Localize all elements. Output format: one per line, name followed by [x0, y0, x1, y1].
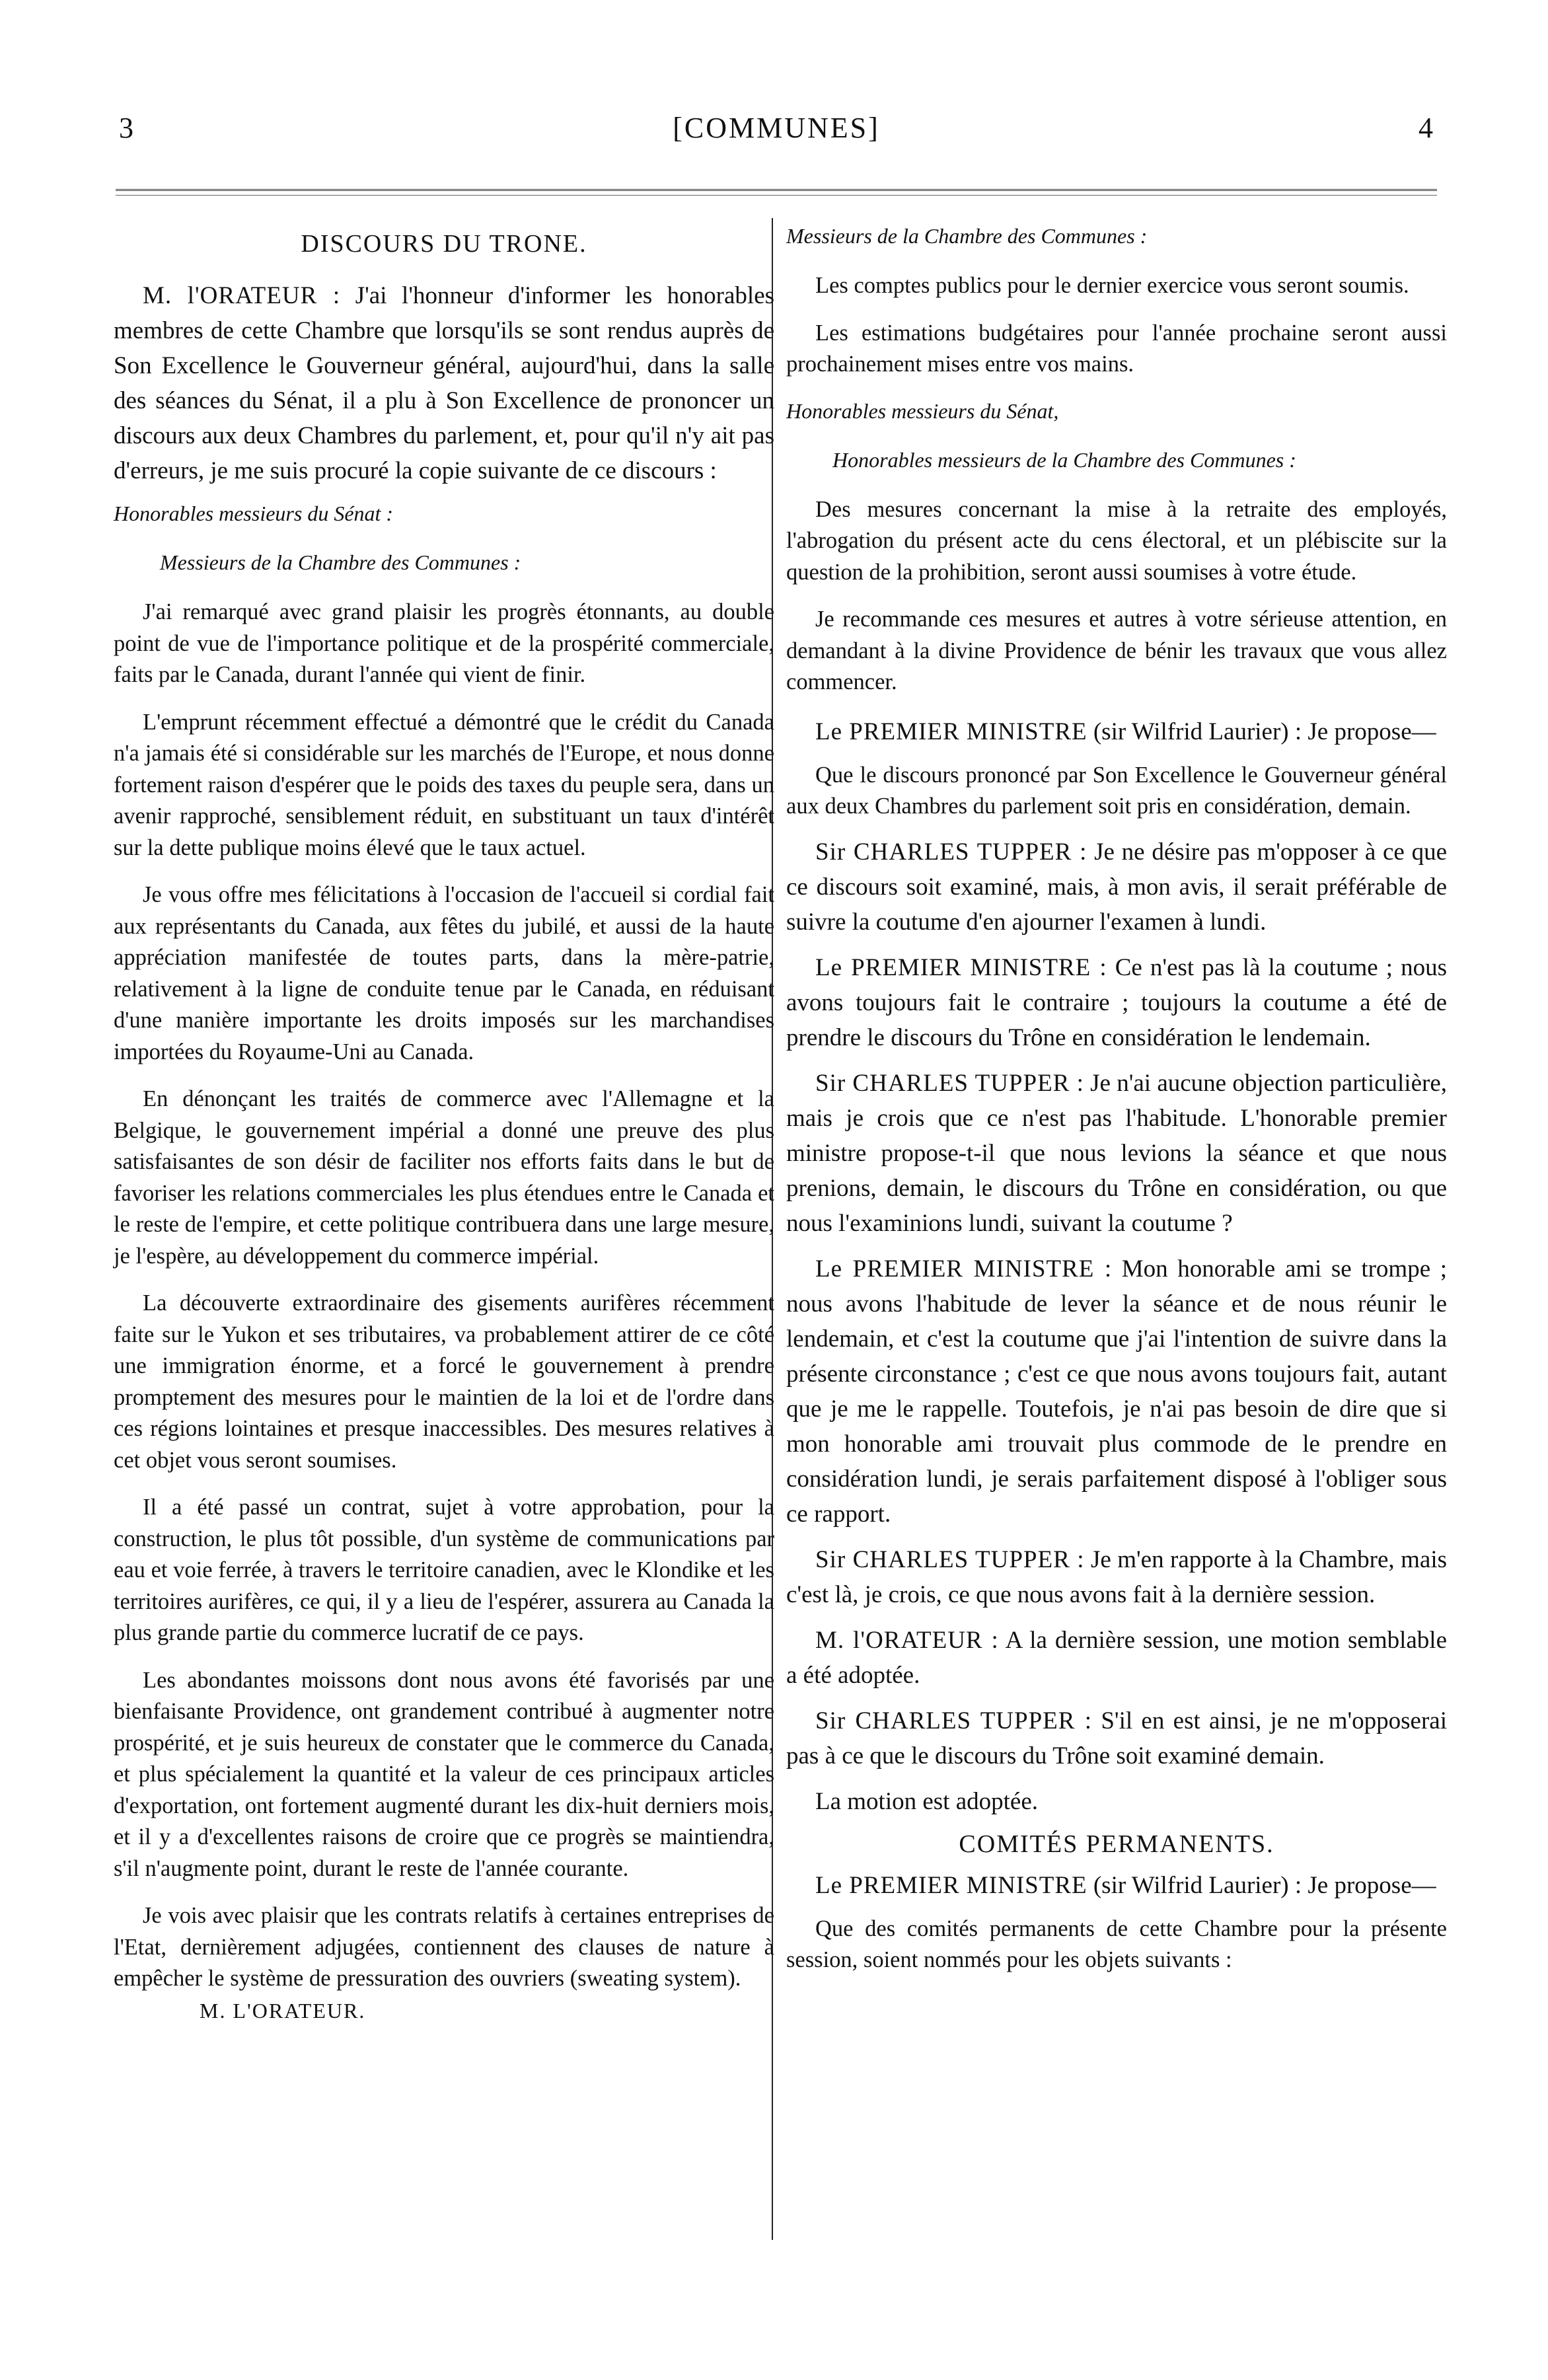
speech-text: A la dernière session, une motion semblable a été adoptée.	[786, 1626, 1448, 1689]
intro-text: J'ai l'honneur d'informer les honorables membres de cette Chambre que lorsqu'ils se sont rendus auprès de Son Excellence le Gouverneur général, aujourd'hui, dans la salle des séances du Sénat, il a plu à Son Excellence de prononcer un discours aux deux Chambres du parlement, et, pour qu'il n'y ait pas d'erreurs, je me suis procuré la copie suivante de ce discours :	[114, 282, 775, 484]
salutation-senat: Honorables messieurs du Sénat :	[114, 502, 394, 525]
speech-paragraph: En dénonçant les traités de commerce avec l'Allemagne et la Belgique, le gouvernement impérial a donné une preuve des plus satisfaisantes de son désir de faciliter nos efforts faits dans le but de favoriser les relations commerciales les plus étendues entre le Canada et le reste de l'empire, et cette politique contribuera dans une large mesure, je l'espère, au développement du commerce impérial.	[114, 1086, 774, 1269]
debate-entry	[786, 1868, 1447, 1903]
speech-paragraph: Des mesures concernant la mise à la retraite des employés, l'abrogation du présent acte du cens électoral, et un plébiscite sur la question de la prohibition, seront aussi soumises à votre étude.	[786, 496, 1447, 585]
debate-entry	[786, 835, 1447, 940]
section-title-comites: COMITÉS PERMANENTS.	[959, 1830, 1274, 1858]
motion-text: Que le discours prononcé par Son Excellence le Gouverneur général aux deux Chambres du parlement soit pris en considération, demain.	[786, 762, 1447, 819]
speaker-name: Le PREMIER MINISTRE	[815, 718, 1087, 745]
speech-paragraph: Je vois avec plaisir que les contrats relatifs à certaines entreprises de l'Etat, dernièrement adjugées, contiennent des clauses de nature à empêcher le système de pressuration des ouvriers (sweating system).	[114, 1903, 774, 1991]
salutation-communes: Messieurs de la Chambre des Communes :	[160, 550, 521, 574]
debate-entry	[786, 714, 1447, 749]
header-rule	[116, 189, 1437, 196]
speaker-name: Sir CHARLES TUPPER :	[815, 1545, 1085, 1573]
salutation-communes: Messieurs de la Chambre des Communes :	[786, 224, 1148, 248]
speech-text: Je m'en rapporte à la Chambre, mais c'est là, je crois, ce que nous avons fait à la dernière session.	[786, 1545, 1447, 1608]
speech-paragraph: Les abondantes moissons dont nous avons été favorisés par une bienfaisante Providence, ont grandement contribué à augmenter notre prospérité, et je suis heureux de constater que le commerce du Canada, et plus spécialement la quantité et la valeur de ces principaux articles d'exportation, ont fortement augmenté durant les dix-huit derniers mois, et il y a d'excellentes raisons de croire que ce progrès se maintiendra, s'il n'augmente point, durant le reste de l'année courante.	[114, 1667, 774, 1881]
motion-adopted: La motion est adoptée.	[815, 1787, 1039, 1815]
speech-paragraph: L'emprunt récemment effectué a démontré que le crédit du Canada n'a jamais été si considérable sur les marchés de l'Europe, et nous donne fortement raison d'espérer que le poids des taxes du peuple sera, dans un avenir rapproché, sensiblement réduit, en substituant un taux d'intérêt sur la dette publique moins élevé que le taux actuel.	[114, 709, 774, 860]
speech-paragraph: Il a été passé un contrat, sujet à votre approbation, pour la construction, le plus tôt possible, d'un système de communications par eau et voie ferrée, à travers le territoire canadien, avec le Klondike et les territoires aurifères, ce qui, il y a lieu de l'espérer, assurera au Canada la plus grande partie du commerce lucratif de ce pays.	[114, 1495, 774, 1645]
speech-text: (sir Wilfrid Laurier) : Je propose—	[1087, 718, 1436, 745]
speech-text: (sir Wilfrid Laurier) : Je propose—	[1087, 1871, 1436, 1899]
speaker-name: M. l'ORATEUR :	[815, 1626, 999, 1654]
speech-paragraph: J'ai remarqué avec grand plaisir les progrès étonnants, au double point de vue de l'importance politique et de la prospérité commerciale, faits par le Canada, durant l'année qui vient de finir.	[114, 599, 774, 687]
speaker-name: Le PREMIER MINISTRE	[815, 1871, 1087, 1899]
debate-entry	[786, 1703, 1447, 1773]
speech-text: Ce n'est pas là la coutume ; nous avons toujours fait le contraire ; toujours la coutume a été de prendre le discours du Trône en considération le lendemain.	[786, 953, 1447, 1051]
speech-text: Je ne désire pas m'opposer à ce que ce discours soit examiné, mais, à mon avis, il serait préférable de suivre la coutume d'en ajourner l'examen à lundi.	[786, 838, 1447, 936]
debate-entry	[786, 950, 1447, 1055]
speech-text: Mon honorable ami se trompe ; nous avons l'habitude de lever la séance et de nous réunir le lendemain, et c'est la coutume que j'ai l'intention de suivre dans la présente circonstance ; c'est ce que nous avons toujours fait, autant que je me le rappelle. Toutefois, je n'ai pas besoin de dire que si mon honorable ami trouvait plus commode de le prendre en considération lundi, je serais parfaitement disposé à l'obliger sous ce rapport.	[786, 1255, 1448, 1528]
speech-paragraph: Je vous offre mes félicitations à l'occasion de l'accueil si cordial fait aux représentants du Canada, aux fêtes du jubilé, et aussi de la haute appréciation manifestée de toutes parts, dans la mère-patrie, relativement à la ligne de conduite tenue par le Canada, en réduisant d'une manière importante les droits imposés sur les marchandises importées du Royaume-Uni au Canada.	[114, 882, 774, 1064]
debate-entry	[786, 1066, 1447, 1241]
signature: M. L'ORATEUR.	[200, 1998, 366, 2023]
speech-paragraph: La découverte extraordinaire des gisements aurifères récemment faite sur le Yukon et ses tributaires, va probablement attirer de ce côté une immigration énorme, et a forcé le gouvernement à prendre promptement des mesures pour le maintien de la loi et de l'ordre dans ces régions lointaines et presque inaccessibles. Des mesures relatives à cet objet vous seront soumises.	[114, 1290, 774, 1473]
speech-paragraph: Les comptes publics pour le dernier exercice vous seront soumis.	[815, 273, 1409, 298]
page-header	[119, 111, 1434, 151]
section-title-discours: DISCOURS DU TRONE.	[301, 230, 587, 258]
speech-paragraph: Je recommande ces mesures et autres à votre sérieuse attention, en demandant à la divine Providence de bénir les travaux que vous allez commencer.	[786, 607, 1447, 694]
motion-text: Que des comités permanents de cette Chambre pour la présente session, soient nommés pour les objets suivants :	[786, 1915, 1447, 1972]
right-column	[786, 221, 1447, 1976]
salutation-communes: Honorables messieurs de la Chambre des Communes :	[832, 447, 1296, 472]
speaker-name: M. l'ORATEUR :	[143, 282, 341, 309]
speaker-name: Sir CHARLES TUPPER :	[815, 1707, 1093, 1734]
speech-text: S'il en est ainsi, je ne m'opposerai pas à ce que le discours du Trône soit examiné demain.	[786, 1707, 1448, 1769]
speech-paragraph: Les estimations budgétaires pour l'année prochaine seront aussi prochainement mises entre vos mains.	[786, 320, 1447, 377]
speaker-name: Le PREMIER MINISTRE :	[815, 1255, 1113, 1283]
debate-entry	[786, 1623, 1447, 1693]
speaker-name: Le PREMIER MINISTRE :	[815, 953, 1107, 981]
debate-entry	[786, 1251, 1447, 1532]
debate-entry	[786, 1542, 1447, 1612]
intro-paragraph	[114, 278, 774, 488]
salutation-senat: Honorables messieurs du Sénat,	[786, 398, 1059, 423]
page-number-left: 3	[119, 112, 134, 144]
left-column	[114, 221, 774, 2023]
speaker-name: Sir CHARLES TUPPER :	[815, 838, 1087, 866]
speaker-name: Sir CHARLES TUPPER :	[815, 1069, 1084, 1097]
speech-text: Je n'ai aucune objection particulière, mais je crois que ce n'est pas l'habitude. L'honorable premier ministre propose-t-il que nous levions la séance et que nous prenions, demain, le discours du Trône en considération, ou que nous l'examinions lundi, suivant la coutume ?	[786, 1069, 1448, 1237]
page-number-right: 4	[1419, 112, 1434, 144]
running-title: [COMMUNES]	[673, 112, 880, 144]
